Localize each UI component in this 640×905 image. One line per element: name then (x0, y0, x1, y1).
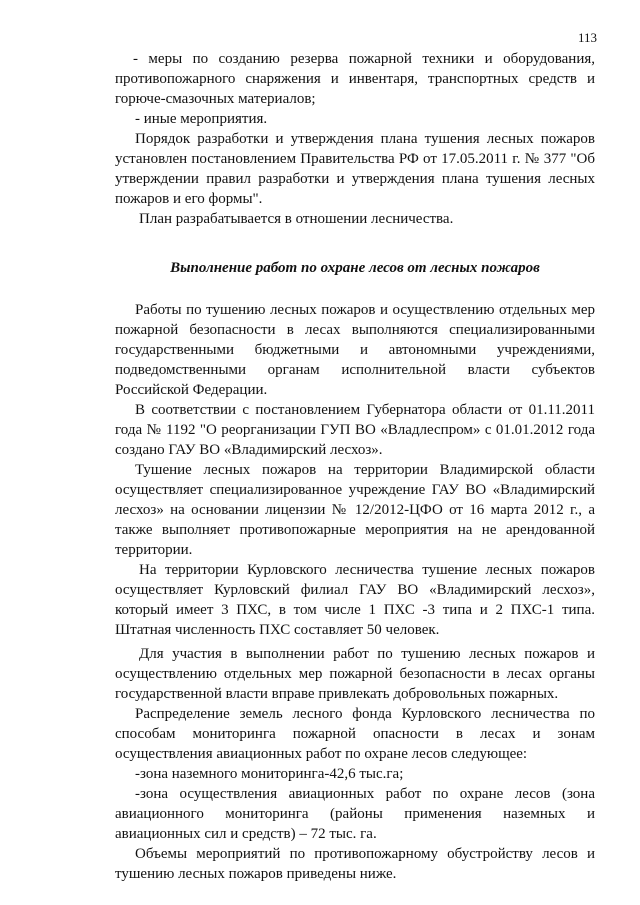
paragraph: Для участия в выполнении работ по тушению лесных пожаров и осуществлению отдельных мер пожарной безопасности в лесах органы государственной власти вправе привлекать добровольных пожарных. (115, 646, 595, 702)
page-number: 113 (578, 30, 598, 45)
section-heading: Выполнение работ по охране лесов от лесных пожаров (170, 260, 540, 276)
paragraph: Распределение земель лесного фонда Курловского лесничества по способам мониторинга пожарной опасности в лесах и зонам осуществления авиационных работ по охране лесов следующее: (115, 706, 595, 762)
list-item: -зона осуществления авиационных работ по охране лесов (зона авиационного мониторинга (районы применения наземных и авиационных сил и средств) – 72 тыс. га. (115, 786, 595, 842)
paragraph: - иные мероприятия. (135, 111, 268, 127)
paragraph: План разрабатывается в отношении лесничества. (139, 211, 454, 227)
paragraph: В соответствии с постановлением Губернатора области от 01.11.2011 года № 1192 "О реорганизации ГУП ВО «Владлеспром» с 01.01.2012 года создано ГАУ ВО «Владимирский лесхоз». (115, 402, 595, 458)
document-body (115, 49, 595, 884)
list-item: -зона наземного мониторинга-42,6 тыс.га; (135, 766, 404, 782)
paragraph: Объемы мероприятий по противопожарному обустройству лесов и тушению лесных пожаров приведены ниже. (115, 846, 595, 882)
paragraph: Порядок разработки и утверждения плана тушения лесных пожаров установлен постановлением Правительства РФ от 17.05.2011 г. № 377 "Об утверждении правил разработки и утверждения плана тушения лесных пожаров и его формы". (115, 131, 595, 207)
paragraph: Работы по тушению лесных пожаров и осуществлению отдельных мер пожарной безопасности в лесах выполняются специализированными государственными бюджетными и автономными учреждениями, подведомственными органам исполнительной власти субъектов Российской Федерации. (115, 302, 595, 398)
paragraph: Тушение лесных пожаров на территории Владимирской области осуществляет специализированное учреждение ГАУ ВО «Владимирский лесхоз» на основании лицензии № 12/2012-ЦФО от 16 марта 2012 г., а также выполняет противопожарные мероприятия на не арендованной территории. (115, 462, 595, 558)
paragraph: - меры по созданию резерва пожарной техники и оборудования, противопожарного снаряжения и инвентаря, транспортных средств и горюче-смазочных материалов; (115, 51, 595, 107)
paragraph: На территории Курловского лесничества тушение лесных пожаров осуществляет Курловский филиал ГАУ ВО «Владимирский лесхоз», который имеет 3 ПХС, в том числе 1 ПХС -3 типа и 2 ПХС-1 типа. Штатная численность ПХС составляет 50 человек. (115, 562, 595, 638)
